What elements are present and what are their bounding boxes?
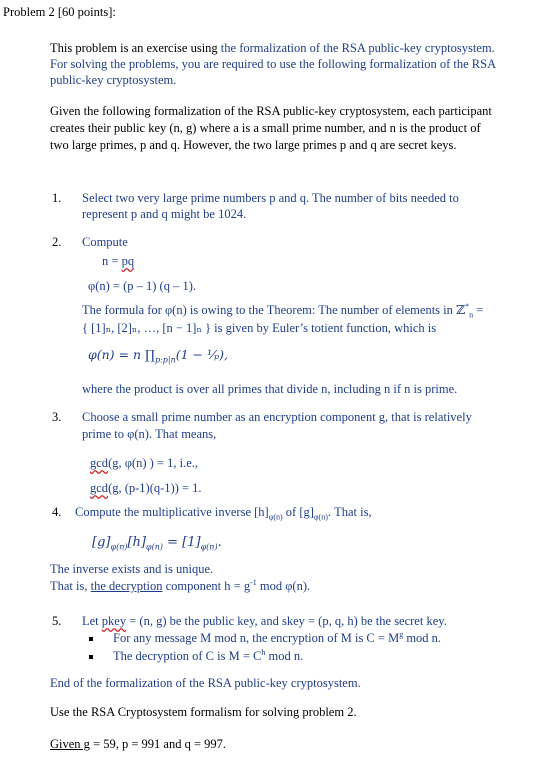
z-star-sup: * <box>465 301 470 311</box>
totient-lhs: φ(n) = n ∏ <box>88 347 155 362</box>
formula-line1-end: = <box>473 303 484 317</box>
step2-label: Compute <box>82 235 128 249</box>
gcd1-args: (g, φ(n) ) = 1, i.e., <box>108 456 198 470</box>
bullet1-text: For any message M mod n, the encryption of M is C = M <box>113 631 400 645</box>
gcd2-args: (g, (p-1)(q-1)) = 1. <box>108 481 202 495</box>
eq-one: = [1] <box>163 535 201 550</box>
bullet2-end: mod n. <box>265 649 304 663</box>
step5-bullet2 <box>113 649 303 664</box>
step2-eq-n <box>102 254 134 269</box>
bullet2-text: The decryption of C is M = C <box>113 649 262 663</box>
step2-eq-phi: φ(n) = (p – 1) (q – 1). <box>88 279 196 293</box>
step5-rest: = (n, g) be the public key, and skey = (p, q, h) be the secret key. <box>126 614 447 628</box>
step3-line1: Choose a small prime number as an encryption component g, that is relatively <box>82 410 472 424</box>
use-line: Use the RSA Cryptosystem formalism for solving problem 2. <box>50 705 357 719</box>
bullet-marker-1 <box>89 637 93 641</box>
step2-formula-line4: where the product is over all primes that divide n, including n if n is prime. <box>82 382 458 396</box>
inverse-line2 <box>50 579 310 594</box>
step4-sub1: φ(n) <box>268 512 283 522</box>
step2-number: 2. <box>52 235 62 249</box>
step3-line2: prime to φ(n). That means, <box>82 427 217 441</box>
end-line: End of the formalization of the RSA public-key cryptosystem. <box>50 676 361 690</box>
intro-p1-line3: public-key cryptosystem. <box>50 73 177 87</box>
bullet-marker-2 <box>89 655 93 659</box>
step3-gcd1 <box>90 456 198 471</box>
eq-sub-b: φ(n) <box>146 542 163 552</box>
step1-line2: represent p and q might be 1024. <box>82 207 247 221</box>
step4-text-a: Compute the multiplicative inverse [h] <box>75 505 269 519</box>
eq-g: [g] <box>92 535 111 550</box>
step5-pkey: pkey <box>101 614 127 628</box>
intro-p2-line2: creates their public key (n, g) where a is a small prime number, and n is the product of <box>50 121 481 135</box>
intro-p2-line3: two large primes, p and q. However, the two large primes p and q are secret keys. <box>50 138 457 152</box>
eq-end: . <box>217 535 222 550</box>
inverse-line2-c: component h = g <box>162 579 251 593</box>
bullet1-exp: g <box>399 629 404 639</box>
inverse-exp: -1 <box>250 577 257 587</box>
step4-text-c: . That is, <box>327 505 372 519</box>
problem-heading: Problem 2 [60 points]: <box>3 5 116 19</box>
step1-number: 1. <box>52 191 62 205</box>
inverse-line2-a: That is, <box>50 579 91 593</box>
totient-product-sub: p:p|n <box>154 355 176 365</box>
formula-line1-text: The formula for φ(n) is owing to the Theorem: The number of elements in ℤ <box>82 303 466 317</box>
z-n-sub: n <box>469 310 474 320</box>
intro-p2-line1: Given the following formalization of the RSA public-key cryptosystem, each participant <box>50 104 492 118</box>
step3-number: 3. <box>52 410 62 424</box>
bullet1-end: mod n. <box>403 631 442 645</box>
step4-equation <box>92 535 222 551</box>
step5-bullet1 <box>113 631 441 646</box>
given-b: = 59, p = 991 and q = 997. <box>89 737 227 751</box>
eq-sub-a: φ(n) <box>110 542 128 552</box>
step2-formula-line1 <box>82 303 483 318</box>
step4-line <box>75 505 372 520</box>
step5-let: Let <box>82 614 102 628</box>
inverse-line2-b: the decryption <box>90 579 163 593</box>
intro-p1-highlight: the formalization of the RSA public-key cryptosystem. <box>220 41 495 55</box>
inverse-line1: The inverse exists and is unique. <box>50 562 214 576</box>
eq-sub-c: φ(n) <box>200 542 218 552</box>
given-a: Given g <box>50 737 90 751</box>
step5-number: 5. <box>52 614 62 628</box>
step3-gcd2 <box>90 481 202 496</box>
step2-totient-formula <box>88 347 228 365</box>
step4-sub2: φ(n) <box>313 512 328 522</box>
intro-p1-text: This problem is an exercise using <box>50 41 221 55</box>
step5-line <box>82 614 447 629</box>
intro-p1-line2: For solving the problems, you are required to use the following formalization of the RSA <box>50 57 497 71</box>
step4-text-b: of [g] <box>282 505 314 519</box>
eq-h: [h] <box>127 535 146 550</box>
eq-n-lhs: n = <box>102 254 122 268</box>
step2-formula-line2: { [1]ₙ, [2]ₙ, …, [n − 1]ₙ } is given by Euler’s totient function, which is <box>82 321 437 335</box>
step4-number: 4. <box>52 505 62 519</box>
gcd2-fn: gcd <box>90 481 109 495</box>
totient-rhs: (1 − ¹⁄ₚ), <box>175 347 228 362</box>
bullet2-exp: h <box>261 647 266 657</box>
eq-n-rhs: pq <box>121 254 135 268</box>
intro-p1-line1 <box>50 41 495 56</box>
given-line <box>50 737 226 752</box>
gcd1-fn: gcd <box>90 456 109 470</box>
inverse-line2-d: mod φ(n). <box>256 579 311 593</box>
step1-line1: Select two very large prime numbers p and q. The number of bits needed to <box>82 191 459 205</box>
